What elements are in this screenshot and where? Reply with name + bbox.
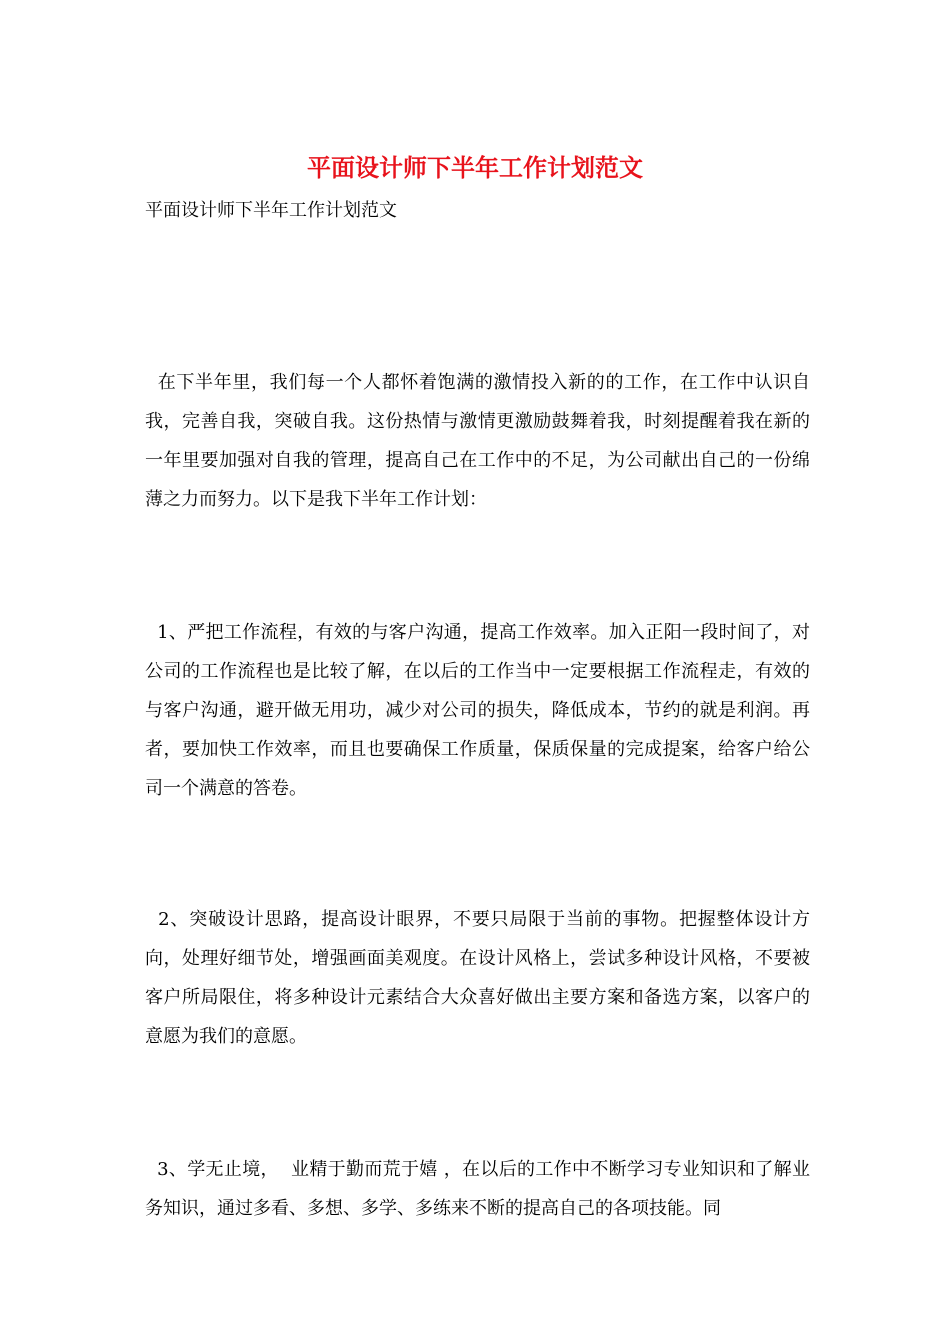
document-subtitle: 平面设计师下半年工作计划范文 (145, 200, 397, 221)
document-title: 平面设计师下半年工作计划范文 (307, 153, 643, 182)
paragraph-item-1: 1、严把工作流程，有效的与客户沟通，提高工作效率。加入正阳一段时间了，对公司的工作流程也是比较了解，在以后的工作当中一定要根据工作流程走，有效的与客户沟通，避开做无用功，减少对公司的损失，降低成本，节约的就是利润。再者，要加快工作效率，而且也要确保工作质量，保质保量的完成提案，给客户给公司一个满意的答卷。 (145, 622, 810, 799)
paragraph-item-3: 3、学无止境， 业精于勤而荒于嬉 ，在以后的工作中不断学习专业知识和了解业务知识，通过多看、多想、多学、多练来不断的提高自己的各项技能。同 (145, 1159, 810, 1219)
paragraph-intro: 在下半年里，我们每一个人都怀着饱满的激情投入新的的工作，在工作中认识自我，完善自我，突破自我。这份热情与激情更激励鼓舞着我，时刻提醒着我在新的一年里要加强对自我的管理，提高自己在工作中的不足，为公司献出自己的一份绵薄之力而努力。以下是我下半年工作计划： (145, 372, 810, 510)
paragraph-item-2: 2、突破设计思路，提高设计眼界，不要只局限于当前的事物。把握整体设计方向，处理好细节处，增强画面美观度。在设计风格上，尝试多种设计风格，不要被客户所局限住，将多种设计元素结合大众喜好做出主要方案和备选方案，以客户的意愿为我们的意愿。 (145, 909, 810, 1047)
